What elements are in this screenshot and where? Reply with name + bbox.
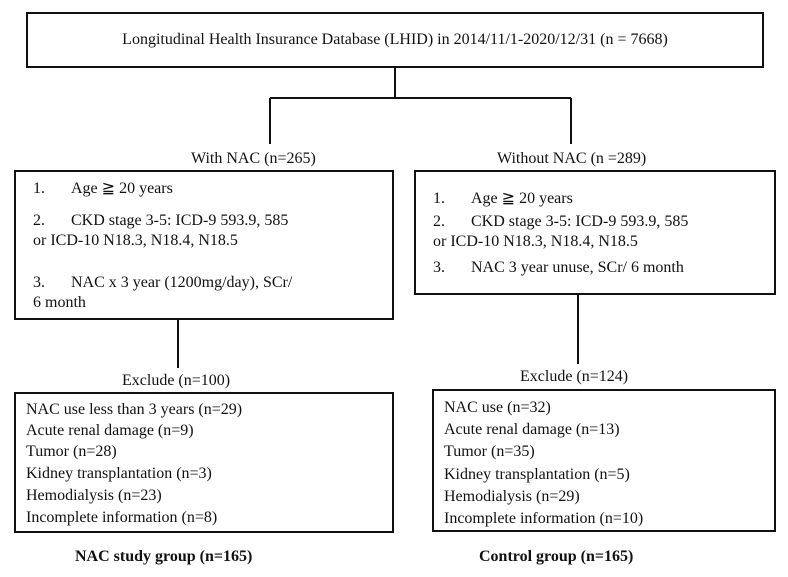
exclusion-item: Tumor (n=35): [444, 443, 535, 460]
left-exclude-label: Exclude (n=100): [122, 372, 231, 389]
left-criterion-3: [33, 273, 383, 313]
left-criterion-2: [33, 211, 383, 251]
left-criteria-box: [14, 170, 394, 320]
exclusion-item: Acute renal damage (n=9): [26, 422, 194, 439]
source-database-text: Longitudinal Health Insurance Database (LHID) in 2014/11/1-2020/12/31 (n = 7668): [122, 31, 668, 48]
exclusion-item: NAC use (n=32): [444, 399, 551, 416]
right-exclude-label: Exclude (n=124): [520, 368, 629, 385]
source-database-box: [26, 12, 764, 68]
criterion-text: CKD stage 3-5: ICD-9 593.9, 585: [71, 212, 289, 229]
left-criterion-1: [33, 179, 383, 199]
left-group-label: NAC study group (n=165): [75, 548, 253, 565]
criterion-text: NAC 3 year unuse, SCr/ 6 month: [471, 259, 684, 276]
criterion-text: or ICD-10 N18.3, N18.4, N18.5: [33, 232, 238, 249]
exclusion-item: Kidney transplantation (n=3): [26, 465, 212, 482]
criterion-number: 3.: [33, 274, 45, 291]
criterion-number: 2.: [433, 213, 445, 230]
right-branch-label: Without NAC (n =289): [497, 150, 647, 167]
exclusion-item: Incomplete information (n=10): [444, 510, 644, 527]
exclusion-item: Hemodialysis (n=29): [444, 488, 580, 505]
exclusion-item: NAC use less than 3 years (n=29): [26, 401, 243, 418]
criterion-number: 2.: [33, 212, 45, 229]
right-exclusion-box: [432, 389, 776, 532]
exclusion-item: Incomplete information (n=8): [26, 509, 218, 526]
right-criteria-box: [414, 170, 776, 295]
right-criterion-2: [433, 212, 773, 252]
criterion-text: CKD stage 3-5: ICD-9 593.9, 585: [471, 213, 689, 230]
right-criterion-3: [433, 258, 773, 278]
criterion-text: Age ≧ 20 years: [471, 190, 573, 207]
criterion-number: 1.: [33, 180, 45, 197]
criterion-text: or ICD-10 N18.3, N18.4, N18.5: [433, 233, 638, 250]
criterion-text: Age ≧ 20 years: [71, 180, 173, 197]
right-group-label: Control group (n=165): [479, 548, 634, 565]
criterion-number: 3.: [433, 259, 445, 276]
criterion-text: 6 month: [33, 294, 86, 311]
exclusion-item: Tumor (n=28): [26, 443, 117, 460]
left-exclusion-box: [14, 392, 394, 533]
left-branch-label: With NAC (n=265): [191, 150, 316, 167]
exclusion-item: Acute renal damage (n=13): [444, 421, 620, 438]
right-criterion-1: [433, 189, 773, 209]
criterion-text: NAC x 3 year (1200mg/day), SCr/: [71, 274, 293, 291]
criterion-number: 1.: [433, 190, 445, 207]
exclusion-item: Kidney transplantation (n=5): [444, 466, 630, 483]
exclusion-item: Hemodialysis (n=23): [26, 487, 162, 504]
